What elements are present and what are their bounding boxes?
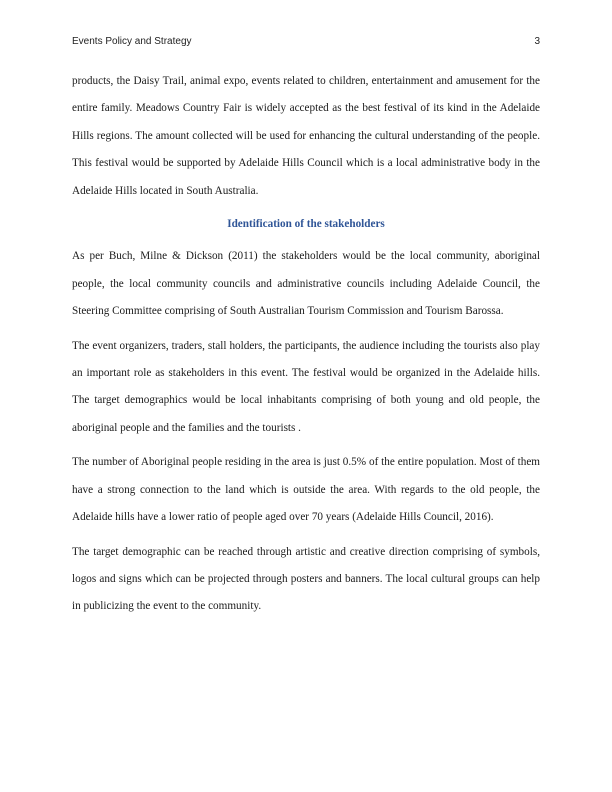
page-header bbox=[72, 36, 540, 50]
paragraph-event-roles: The event organizers, traders, stall holders, the participants, the audience including the tourists also play an important role as stakeholders in this event. The festival would be organized in the Adelaide hills. The target demographics would be local inhabitants comprising of both young and old people, the aboriginal people and the families and the tourists . bbox=[72, 339, 540, 434]
document-body bbox=[72, 68, 540, 621]
paragraph-outreach: The target demographic can be reached through artistic and creative direction comprising of symbols, logos and signs which can be projected through posters and banners. The local cultural groups can help in publicizing the event to the community. bbox=[72, 545, 540, 613]
paragraph-festival-description: products, the Daisy Trail, animal expo, events related to children, entertainment and amusement for the entire family. Meadows Country Fair is widely accepted as the best festival of its kind in the Adelaide Hills regions. The amount collected will be used for enhancing the cultural understanding of the people. This festival would be supported by Adelaide Hills Council which is a local administrative body in the Adelaide Hills located in South Australia. bbox=[72, 75, 540, 197]
section-heading: Identification of the stakeholders bbox=[227, 218, 385, 231]
page-number: 3 bbox=[534, 36, 540, 47]
header-title: Events Policy and Strategy bbox=[72, 36, 192, 47]
paragraph-stakeholders: As per Buch, Milne & Dickson (2011) the stakeholders would be the local community, aboriginal people, the local community councils and administrative councils including Adelaide Council, the Steering Committee comprising of South Australian Tourism Commission and Tourism Barossa. bbox=[72, 250, 540, 318]
paragraph-demographics: The number of Aboriginal people residing in the area is just 0.5% of the entire population. Most of them have a strong connection to the land which is outside the area. With regards to the old people, the Adelaide hills have a lower ratio of people aged over 70 years (Adelaide Hills Council, 2016). bbox=[72, 456, 540, 524]
